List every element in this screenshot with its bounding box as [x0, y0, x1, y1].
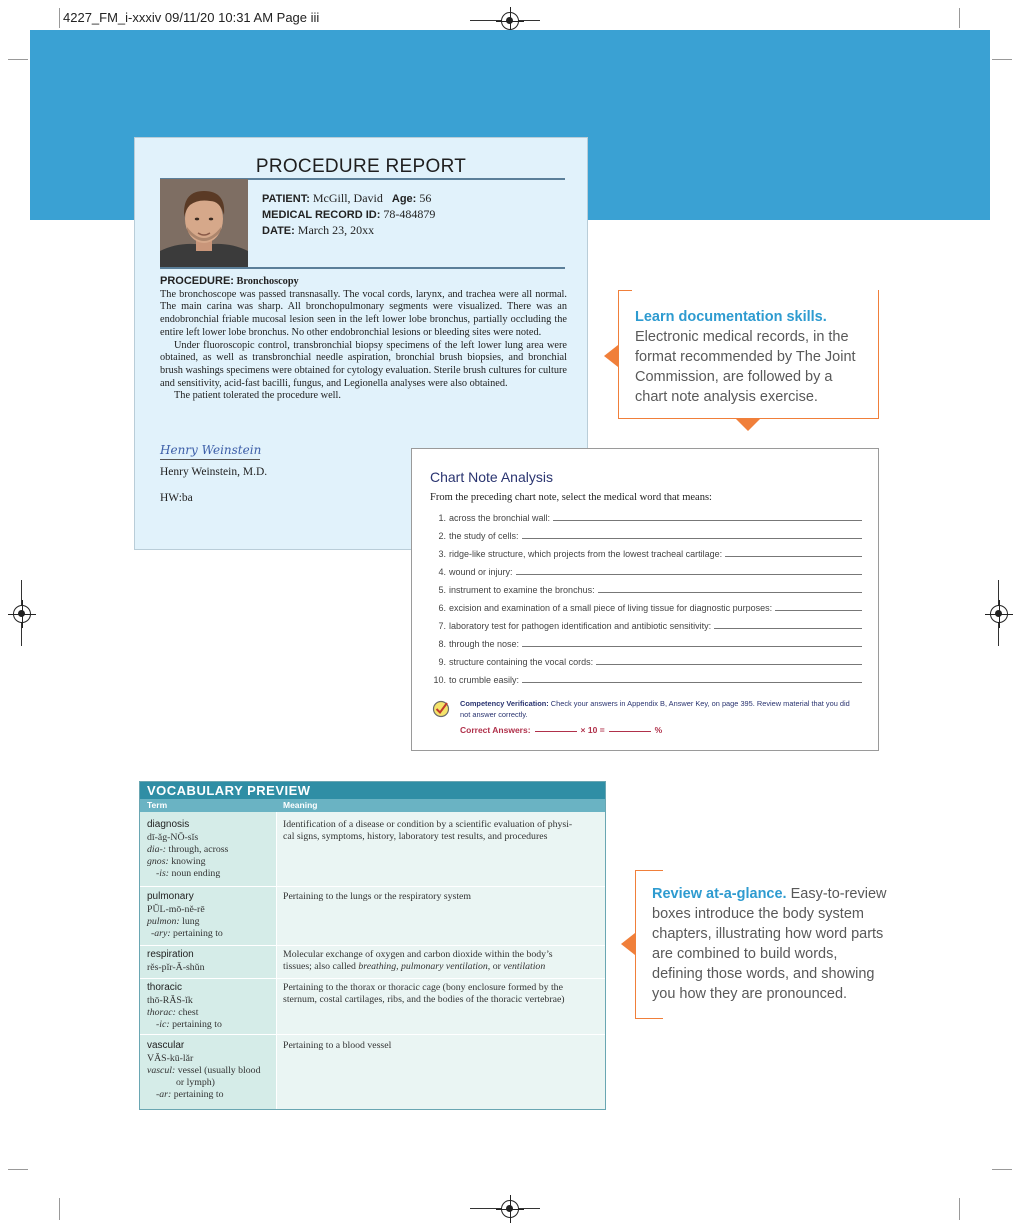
- record-id: 78-484879: [383, 207, 436, 221]
- meaning-line: sternum, costal cartilages, ribs, and the bodies of the thoracic vertebrae): [283, 994, 565, 1006]
- meaning-line: cal signs, symptoms, history, laboratory test results, and procedures: [283, 831, 548, 843]
- question-number: 2.: [438, 531, 446, 541]
- word-part-meaning: vessel (usually blood: [177, 1065, 261, 1076]
- callout-arrow-left-icon: [621, 933, 635, 955]
- word-part: [151, 928, 223, 940]
- question-number: 6.: [438, 603, 446, 613]
- word-part: [156, 1089, 224, 1101]
- pronunciation: PŬL-mō-nĕ-rē: [147, 904, 205, 915]
- question-item: [424, 671, 862, 685]
- question-number: 4.: [438, 567, 446, 577]
- question-text: ridge-like structure, which projects from the lowest tracheal cartilage:: [449, 549, 723, 559]
- cna-intro: From the preceding chart note, select the medical word that means:: [430, 492, 712, 503]
- meaning: [283, 982, 597, 1006]
- word-part-form: -ary:: [151, 928, 171, 939]
- word-part-form: gnos:: [147, 856, 169, 867]
- word-part-form: thorac:: [147, 1007, 176, 1018]
- doctor-name: Henry Weinstein, M.D.: [160, 466, 268, 478]
- registration-mark-bottom-icon: [501, 1200, 519, 1218]
- cv-text: Check your answers in Appendix B, Answer Key, on page 395. Review material that you did not answer correctly.: [460, 699, 850, 719]
- cv-label: Competency Verification:: [460, 699, 549, 708]
- procedure-body: [160, 275, 567, 403]
- word-part-form: dia-:: [147, 844, 167, 855]
- callout-arrow-down-icon: [735, 418, 761, 431]
- callout-bracket-bottom: [635, 1018, 663, 1019]
- callout-review: [652, 884, 892, 1004]
- multiplier: × 10 =: [580, 725, 605, 735]
- question-item: [424, 635, 862, 649]
- question-text: through the nose:: [449, 639, 520, 649]
- question-item: [424, 527, 862, 541]
- trim-mark: [8, 59, 28, 60]
- signature: Henry Weinstein: [160, 443, 262, 457]
- word-part-meaning: chest: [178, 1007, 199, 1018]
- callout-corner: [618, 290, 632, 291]
- callout-documentation: [635, 307, 867, 407]
- cna-title: Chart Note Analysis: [430, 469, 553, 485]
- col-meaning: Meaning: [283, 800, 318, 810]
- row-separator: [140, 886, 605, 887]
- meaning-italic: ventilation: [503, 961, 546, 973]
- trim-mark: [59, 8, 60, 28]
- term: diagnosis: [147, 819, 190, 830]
- age-label: Age:: [391, 193, 417, 205]
- callout-bracket: [635, 870, 636, 1018]
- word-part: [156, 1019, 222, 1031]
- word-part-form: -ar:: [156, 1089, 172, 1100]
- report-paragraph: Under fluoroscopic control, transbronchial biopsy specimens of the left lower lung area were obtained, as well as transbronchial needle aspiration, bronchial brush biopsies, and bronchial brush washings specimens were obtained for cytology evaluation. Sterile brush cultures for culture and sensitivity, acid-fast bacilli, fungus, and Legionella analyses were also obtained.: [160, 339, 567, 389]
- initials: HW:ba: [160, 492, 193, 504]
- pronunciation: VĂS-kū-lăr: [147, 1053, 194, 1064]
- word-part-form: pulmon:: [147, 916, 180, 927]
- question-text: instrument to examine the bronchus:: [449, 585, 595, 595]
- meaning: [283, 949, 597, 973]
- procedure-name: Bronchoscopy: [236, 276, 299, 287]
- callout-arrow-left-icon: [604, 345, 618, 367]
- age-value: 56: [419, 191, 432, 205]
- term: respiration: [147, 949, 194, 960]
- registration-mark-left-icon: [13, 605, 31, 623]
- answer-line[interactable]: [775, 610, 862, 611]
- question-item: [424, 617, 862, 631]
- checkmark-icon: [432, 700, 450, 718]
- procedure-label: PROCEDURE:: [160, 275, 234, 287]
- question-number: 1.: [438, 513, 446, 523]
- question-item: [424, 563, 862, 577]
- word-part: [147, 1065, 260, 1077]
- meaning: Pertaining to the lungs or the respiratory system: [283, 891, 472, 902]
- question-item: [424, 545, 862, 559]
- term: vascular: [147, 1040, 185, 1051]
- answer-line[interactable]: [714, 628, 862, 629]
- report-paragraph: The patient tolerated the procedure well.: [174, 390, 341, 402]
- word-part-meaning: through, across: [168, 844, 229, 855]
- patient-line: [262, 191, 431, 206]
- question-text: laboratory test for pathogen identification and antibiotic sensitivity:: [449, 621, 712, 631]
- meaning-line: Pertaining to the thorax or thoracic cage (bony enclosure formed by the: [283, 982, 563, 993]
- print-slug: 4227_FM_i-xxxiv 09/11/20 10:31 AM Page iii: [63, 10, 320, 25]
- question-text: to crumble easily:: [449, 675, 520, 685]
- divider: [160, 267, 565, 269]
- report-paragraph: The bronchoscope was passed transnasally. The vocal cords, larynx, and trachea were all normal. The main carina was sharp. All bronchopulmonary segments were visualized. There was an endobronchial friable mucosal lesion seen in the left lower lobe bronchus, partially occluding the entire left lower lobe bronchus. No other endobronchial lesions or bleeding sites were noted.: [160, 288, 567, 338]
- answer-line[interactable]: [522, 682, 862, 683]
- date-value: March 23, 20xx: [297, 223, 375, 237]
- chart-note-analysis: [411, 448, 879, 751]
- word-part: [147, 844, 228, 856]
- question-number: 7.: [438, 621, 446, 631]
- word-part-form: -is:: [156, 868, 170, 879]
- meaning-line: Identification of a disease or condition by a scientific evaluation of physi-: [283, 819, 573, 830]
- meaning: Pertaining to a blood vessel: [283, 1040, 392, 1051]
- meaning-italic: breathing, pulmonary ventilation,: [358, 961, 491, 973]
- callout-heading: Learn documentation skills.: [635, 309, 827, 325]
- competency-verification: [460, 698, 860, 720]
- correct-answers: [460, 725, 662, 735]
- pronunciation: dī-ăg-NŌ-sĭs: [147, 832, 199, 843]
- word-part: [147, 856, 206, 868]
- vocabulary-preview: [139, 781, 606, 1110]
- answer-line[interactable]: [596, 664, 862, 665]
- vocab-column-header: [140, 799, 605, 812]
- answer-line[interactable]: [522, 538, 862, 539]
- date-label: DATE:: [262, 225, 295, 237]
- answers-label: Correct Answers:: [460, 725, 531, 735]
- word-part-meaning: pertaining to: [173, 1089, 224, 1100]
- trim-mark: [959, 8, 960, 28]
- word-part: [147, 1007, 198, 1019]
- meaning-line: tissues; also called: [283, 961, 359, 973]
- registration-mark-right-icon: [990, 605, 1008, 623]
- col-term: Term: [147, 800, 168, 810]
- term: thoracic: [147, 982, 183, 993]
- word-part: [156, 868, 220, 880]
- answers-blank[interactable]: [535, 730, 577, 732]
- trim-mark: [992, 1169, 1012, 1170]
- trim-mark: [8, 1169, 28, 1170]
- percent-blank[interactable]: [609, 730, 651, 732]
- word-part: [147, 916, 200, 928]
- callout-heading: Review at-a-glance.: [652, 886, 787, 902]
- patient-name: McGill, David: [312, 191, 383, 205]
- word-part-meaning: knowing: [171, 856, 206, 867]
- question-text: the study of cells:: [449, 531, 519, 541]
- report-title: PROCEDURE REPORT: [255, 156, 467, 177]
- vocab-title: VOCABULARY PREVIEW: [147, 783, 311, 798]
- callout-bracket-top: [635, 870, 663, 871]
- trim-mark: [59, 1198, 60, 1220]
- question-text: wound or injury:: [449, 567, 513, 577]
- meaning: [283, 819, 597, 843]
- meaning-line: or: [490, 961, 504, 973]
- word-part-meaning: pertaining to: [173, 928, 223, 939]
- record-line: [262, 207, 435, 222]
- record-label: MEDICAL RECORD ID:: [262, 209, 381, 221]
- trim-mark: [959, 1198, 960, 1220]
- question-item: [424, 653, 862, 667]
- question-number: 8.: [438, 639, 446, 649]
- trim-mark: [992, 59, 1012, 60]
- row-separator: [140, 978, 605, 979]
- callout-text: Easy-to-review boxes introduce the body system chapters, illustrating how word parts are combined to build words, defining those words, and showing you how they are pronounced.: [652, 886, 887, 1002]
- registration-mark-top-icon: [501, 12, 519, 30]
- word-part-meaning: lung: [182, 916, 200, 927]
- word-part-form: vascul:: [147, 1065, 176, 1076]
- question-text: structure containing the vocal cords:: [449, 657, 594, 667]
- answer-line[interactable]: [516, 574, 862, 575]
- row-separator: [140, 945, 605, 946]
- question-item: [424, 599, 862, 613]
- question-number: 5.: [438, 585, 446, 595]
- question-item: [424, 581, 862, 595]
- answer-line[interactable]: [553, 520, 862, 521]
- pronunciation: thō-RĂS-ĭk: [147, 995, 193, 1006]
- word-part-meaning: pertaining to: [172, 1019, 222, 1030]
- word-part-form: -ic:: [156, 1019, 170, 1030]
- meaning-line: Molecular exchange of oxygen and carbon dioxide within the body’s: [283, 949, 553, 960]
- answer-line[interactable]: [725, 556, 862, 557]
- procedure-heading: [160, 275, 567, 289]
- word-part: [176, 1077, 215, 1089]
- question-item: [424, 509, 862, 523]
- question-number: 3.: [438, 549, 446, 559]
- question-number: 10.: [433, 675, 446, 685]
- date-line: [262, 223, 374, 238]
- patient-label: PATIENT:: [262, 193, 310, 205]
- question-text: excision and examination of a small piece of living tissue for diagnostic purposes:: [449, 603, 773, 613]
- answer-line[interactable]: [598, 592, 862, 593]
- patient-photo: [160, 179, 248, 268]
- signature-line: [160, 459, 260, 460]
- percent-sign: %: [654, 725, 663, 735]
- row-separator: [140, 1034, 605, 1035]
- term: pulmonary: [147, 891, 194, 902]
- callout-text: Electronic medical records, in the format recommended by The Joint Commission, are followed by a chart note analysis exercise.: [635, 329, 856, 405]
- column-divider: [276, 812, 277, 1110]
- answer-line[interactable]: [522, 646, 862, 647]
- question-text: across the bronchial wall:: [449, 513, 551, 523]
- word-part-meaning: or lymph): [176, 1077, 215, 1088]
- pronunciation: rĕs-pĭr-Ā-shŭn: [147, 962, 205, 973]
- question-number: 9.: [438, 657, 446, 667]
- word-part-meaning: noun ending: [171, 868, 221, 879]
